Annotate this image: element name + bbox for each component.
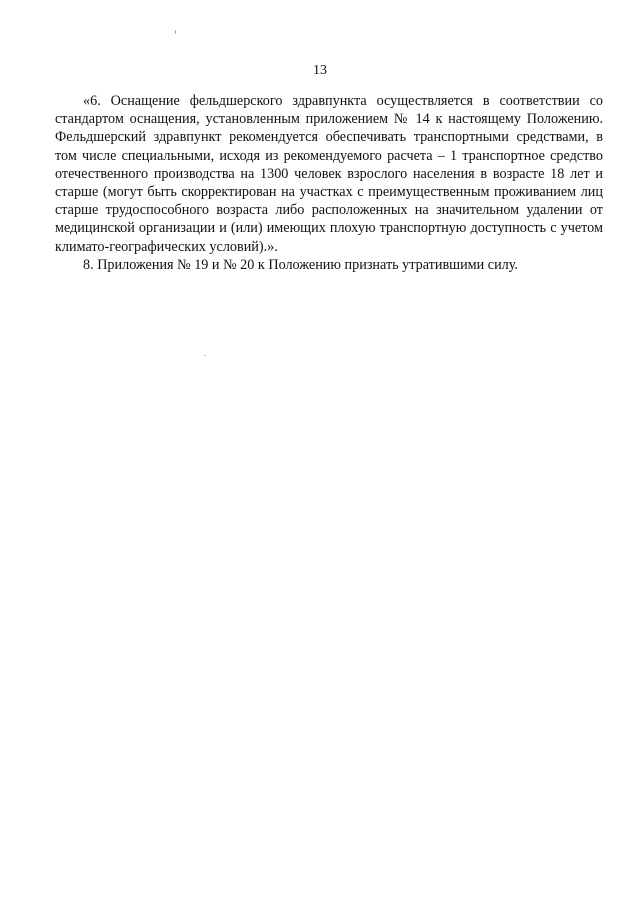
page-number: 13 (313, 63, 327, 78)
document-body (55, 92, 603, 274)
paragraph-item-6: «6. Оснащение фельдшерского здравпункта осуществляется в соответствии со стандартом оснащения, установленным приложением № 14 к настоящему Положению. Фельдшерский здравпункт рекомендуется обеспечивать транспортными средствами, в том числе специальными, исходя из рекомендуемого расчета – 1 транспортное средство отечественного производства на 1300 человек взрослого населения в возрасте 18 лет и старше (могут быть скорректирован на участках с преимущественным проживанием лиц старше трудоспособного возраста либо расположенных на значительном удалении от медицинской организации и (или) имеющих плохую транспортную доступность с учетом климато-географических условий).». (55, 93, 603, 255)
paragraph-item-8: 8. Приложения № 19 и № 20 к Положению признать утратившими силу. (83, 256, 518, 273)
